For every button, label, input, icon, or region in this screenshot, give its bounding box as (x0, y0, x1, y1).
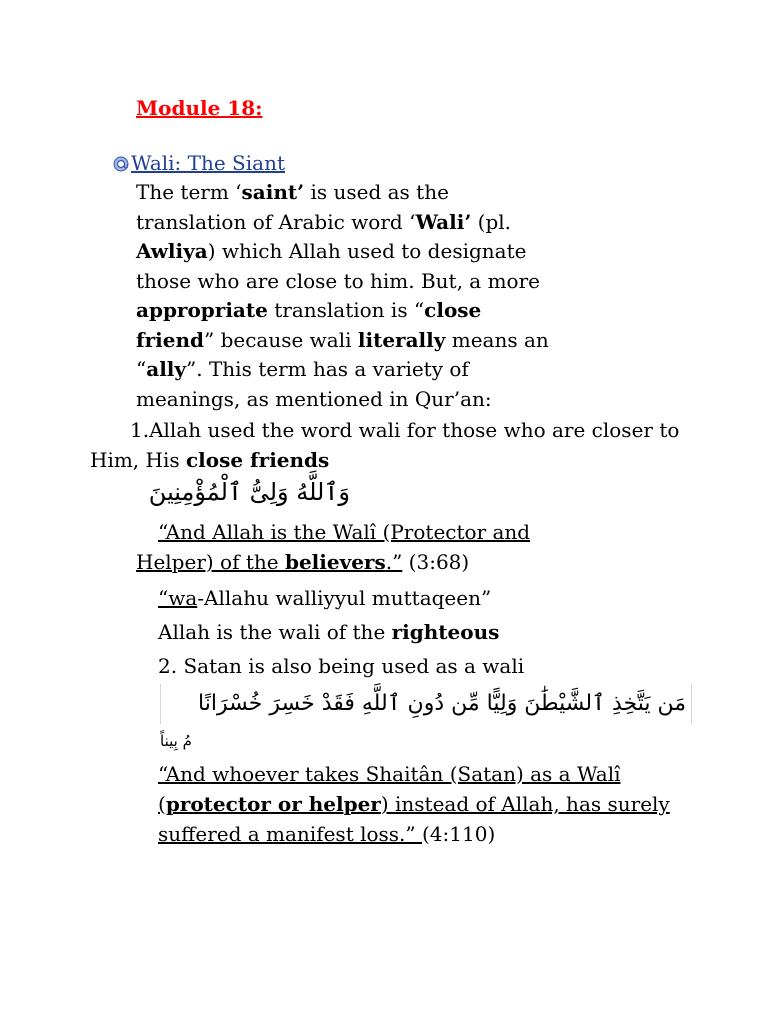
paragraph-line-1: The term ‘saint’ is used as the (136, 180, 449, 204)
paragraph-line-4: those who are close to him. But, a more (136, 269, 540, 293)
paragraph-line-8: meanings, as mentioned in Qur’an: (136, 387, 492, 411)
quote-1-line-1: “And Allah is the Walî (Protector and (158, 520, 531, 544)
paragraph-line-2: translation of Arabic word ‘Wali’ (pl. (136, 210, 511, 234)
translation-line: Allah is the wali of the righteous (158, 620, 500, 644)
paragraph-line-6: friend” because wali literally means an (136, 328, 549, 352)
section-heading (113, 151, 285, 175)
module-title: Module 18: (136, 96, 263, 120)
point-1-line-2: Him, His close friends (90, 448, 330, 472)
arabic-verse-2-continuation: مُ بِيناً (160, 732, 192, 750)
quote-2-line-2: (protector or helper) instead of Allah, has surely (158, 792, 670, 816)
section-link[interactable]: Wali: The Siant (131, 151, 285, 175)
quote-1-line-2: Helper) of the believers.” (3:68) (136, 550, 470, 574)
point-1-line-1: 1.Allah used the word wali for those who are closer to (130, 418, 680, 442)
globe-link-icon (113, 153, 129, 169)
quote-2-line-1: “And whoever takes Shaitân (Satan) as a Walî (158, 762, 621, 786)
paragraph-line-7: “ally”. This term has a variety of (136, 357, 469, 381)
transliteration-line: “wa-Allahu walliyyul muttaqeen” (158, 586, 492, 610)
point-2-line-1: 2. Satan is also being used as a wali (158, 654, 525, 678)
paragraph-line-3: Awliya) which Allah used to designate (136, 239, 527, 263)
paragraph-line-5: appropriate translation is “close (136, 298, 482, 322)
quote-2-line-3: suffered a manifest loss.” (4:110) (158, 822, 496, 846)
arabic-verse-2: مَن يَتَّخِذِ ٱلشَّيْطَٰنَ وَلِيًّا مِّن دُونِ ٱللَّهِ فَقَدْ خَسِرَ خُسْرَانًا (198, 691, 686, 716)
arabic-verse-1: وَٱللَّهُ وَلِىُّ ٱلْمُؤْمِنِينَ (148, 478, 350, 506)
